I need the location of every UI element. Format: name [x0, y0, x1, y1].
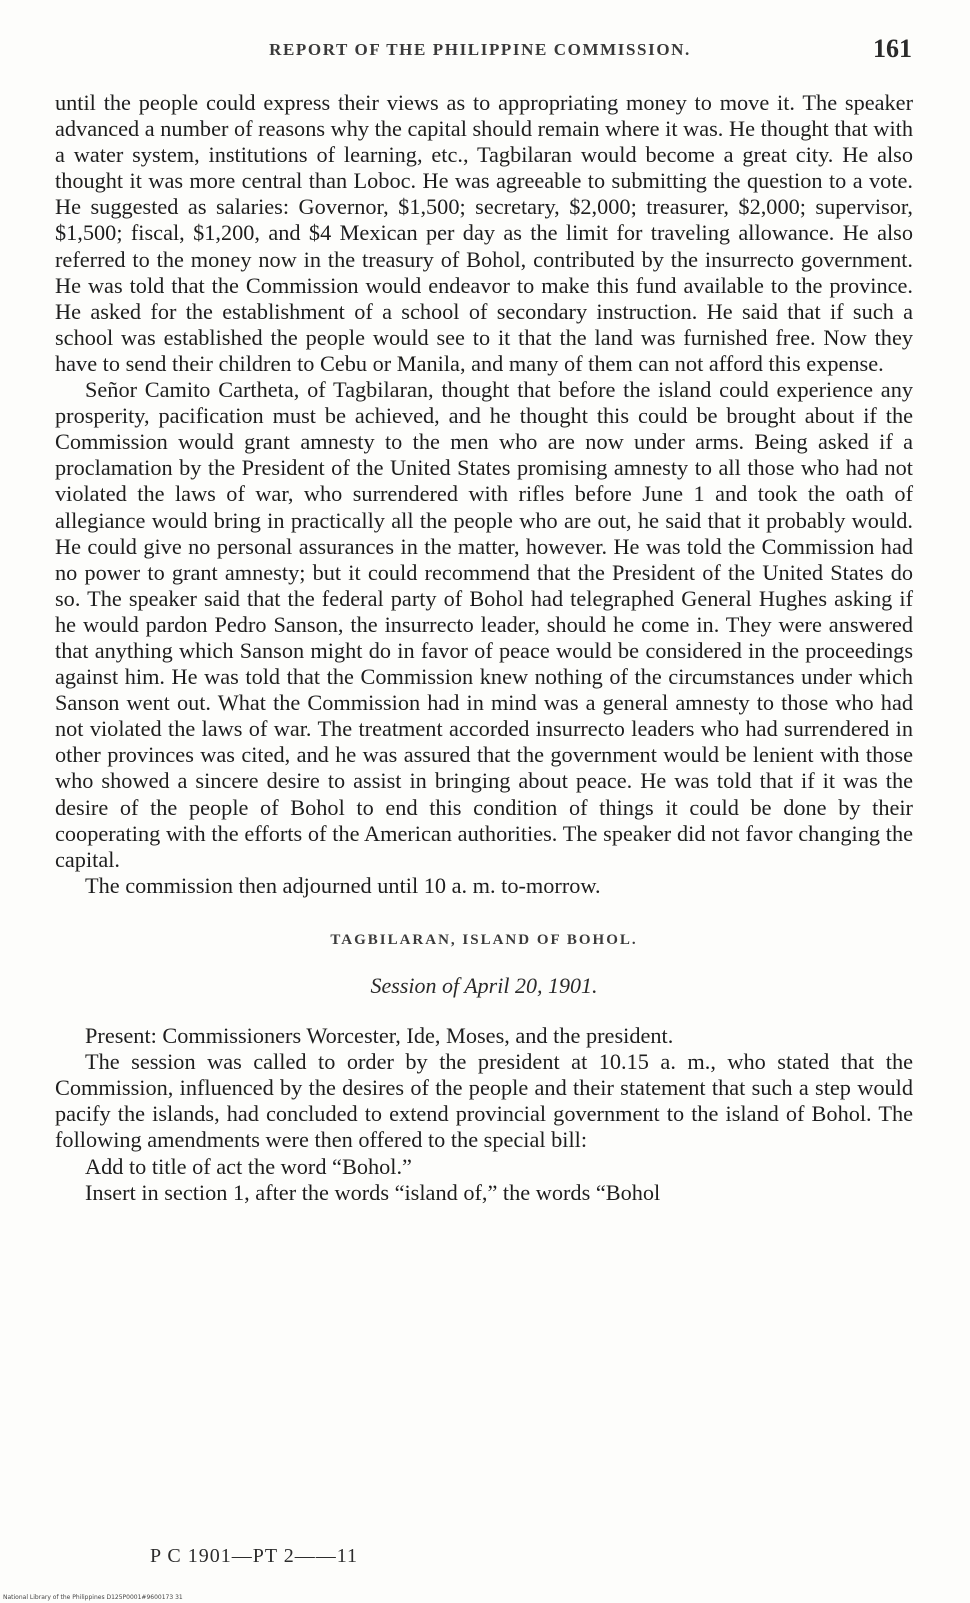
session-heading: Session of April 20, 1901.: [370, 973, 598, 998]
paragraph-cartheta: Señor Camito Cartheta, of Tagbilaran, thought that before the island could experience any prosperity, pacification must be achieved, and he thought this could be brought about if the Commission would grant amnesty to the men who are now under arms. Being asked if a proclamation by the President of the United States promising amnesty to all those who had not violated the laws of war, who surrendered with rifles before June 1 and took the oath of allegiance would bring in practically all the people who are out, he said that it probably would. He could give no personal assurances in the matter, however. He was told the Commission had no power to grant amnesty; but it could recommend that the President of the United States do so. The speaker said that the federal party of Bohol had telegraphed General Hughes asking if he would pardon Pedro Sanson, the insurrecto leader, should he come in. They were answered that anything which Sanson might do in favor of peace would be considered in the proceedings against him. He was told that the Commission knew nothing of the circumstances under which Sanson went out. What the Commission had in mind was a general amnesty to those who had not violated the laws of war. The treatment accorded insurrecto leaders who had surrendered in other provinces was cited, and he was assured that the government would be lenient with those who showed a sincere desire to assist in bringing about peace. He was told that if it was the desire of the people of Bohol to end this condition of things it could be done by their cooperating with the efforts of the American authorities. The speaker did not favor changing the capital.: [55, 377, 913, 872]
section-place-heading: TAGBILARAN, ISLAND OF BOHOL.: [330, 931, 638, 948]
page-number: 161: [873, 34, 912, 63]
paragraph-amendment-section: Insert in section 1, after the words “island of,” the words “Bohol: [85, 1179, 661, 1205]
body-text: [55, 90, 913, 1206]
paragraph-present: Present: Commissioners Worcester, Ide, Moses, and the president.: [85, 1023, 674, 1049]
running-head: REPORT OF THE PHILIPPINE COMMISSION.: [269, 40, 691, 59]
paragraph-amendment-title: Add to title of act the word “Bohol.”: [85, 1153, 412, 1179]
signature-mark: P C 1901—PT 2——11: [150, 1545, 358, 1567]
paragraph-adjourned: The commission then adjourned until 10 a. m. to-morrow.: [85, 872, 601, 898]
paragraph-continued: until the people could express their views as to appropriating money to move it. The speaker advanced a number of reasons why the capital should remain where it was. He thought that with a water system, institutions of learning, etc., Tagbilaran would become a great city. He also thought it was more central than Loboc. He was agreeable to submitting the question to a vote. He suggested as salaries: Governor, $1,500; secretary, $2,000; treasurer, $2,000; supervisor, $1,500; fiscal, $1,200, and $4 Mexican per day as the limit for traveling allowance. He also referred to the money now in the treasury of Bohol, contributed by the insurrecto government. He was told that the Commission would endeavor to make this fund available to the province. He asked for the establishment of a school of secondary instruction. He said that if such a school was established the people would see to it that the land was furnished free. Now they have to send their children to Cebu or Manila, and many of them can not afford this expense.: [55, 90, 913, 376]
scan-credit: National Library of the Philippines D125P0001#9600173 31: [3, 1594, 183, 1601]
paragraph-session-called: The session was called to order by the president at 10.15 a. m., who stated that the Commission, influenced by the desires of the people and their statement that such a step would pacify the islands, had concluded to extend provincial government to the island of Bohol. The following amendments were then offered to the special bill:: [55, 1049, 913, 1153]
